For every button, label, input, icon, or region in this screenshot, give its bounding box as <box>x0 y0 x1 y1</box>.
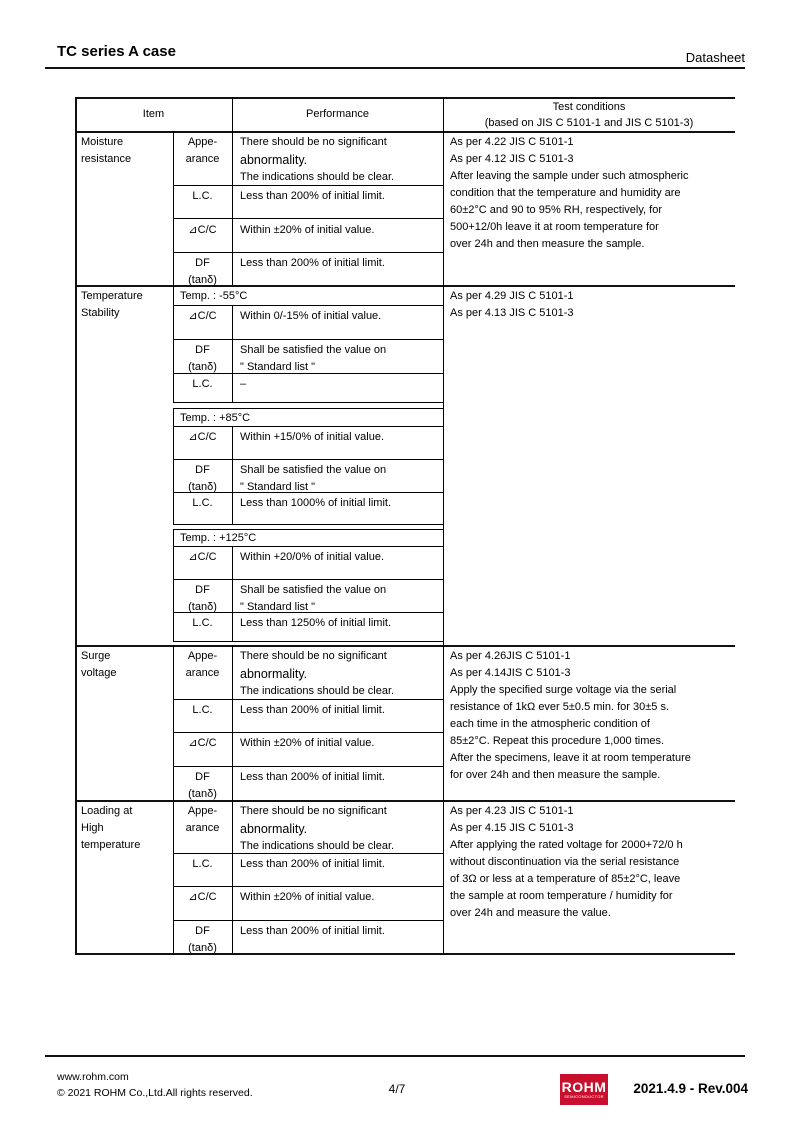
sub-item-df <box>173 769 232 803</box>
text-line: As per 4.13 JIS C 5101-3 <box>450 307 574 319</box>
text-line: for over 24h and then measure the sample. <box>450 769 661 781</box>
header-rule <box>45 67 745 69</box>
text-line: Shall be satisfied the value on <box>240 464 387 476</box>
sub-item-df <box>173 923 232 957</box>
performance-dcc: Within 0/-15% of initial value. <box>240 310 382 322</box>
performance-appearance <box>240 134 394 186</box>
temp-group-header: Temp. : +85°C <box>180 412 251 424</box>
text-line: The indications should be clear. <box>240 685 395 697</box>
text-line: Apply the specified surge voltage via the serial <box>450 684 677 696</box>
text-line: over 24h and then measure the sample. <box>450 238 645 250</box>
footer-copyright: © 2021 ROHM Co.,Ltd.All rights reserved. <box>57 1087 253 1099</box>
text-line: Loading at <box>81 805 133 817</box>
row-divider <box>173 524 443 525</box>
row-divider <box>173 641 443 642</box>
sub-item-lc: L.C. <box>192 858 213 870</box>
text-line: As per 4.12 JIS C 5101-3 <box>450 153 574 165</box>
row-divider <box>173 252 443 253</box>
temp-group-header: Temp. : -55°C <box>180 290 248 302</box>
row-divider <box>173 305 443 306</box>
sub-item-appearance <box>173 648 232 682</box>
item-surge-voltage <box>81 648 116 682</box>
row-divider <box>173 218 443 219</box>
row-divider <box>173 408 443 409</box>
sub-item-lc: L.C. <box>192 190 213 202</box>
performance-lc: Less than 1250% of initial limit. <box>240 617 392 629</box>
column-divider <box>232 426 233 524</box>
text-line: abnormality. <box>240 153 308 167</box>
sub-item-dcc: ⊿C/C <box>188 224 217 236</box>
column-header-performance: Performance <box>306 108 369 120</box>
sub-item-dcc: ⊿C/C <box>188 891 217 903</box>
column-divider <box>232 546 233 641</box>
text-line: resistance of 1kΩ ever 5±0.5 min. for 30±5 s. <box>450 701 670 713</box>
text-line: DF <box>195 584 210 596</box>
text-line: (tanδ) <box>188 601 217 613</box>
text-line: As per 4.23 JIS C 5101-1 <box>450 805 574 817</box>
text-line: without discontinuation via the serial resistance <box>450 856 680 868</box>
sub-item-df <box>173 462 232 496</box>
text-line: Stability <box>81 307 120 319</box>
sub-item-lc: L.C. <box>192 378 213 390</box>
sub-item-dcc: ⊿C/C <box>188 310 217 322</box>
text-line: 60±2°C and 90 to 95% RH, respectively, for <box>450 204 663 216</box>
rohm-logo <box>560 1074 608 1105</box>
text-line: After the specimens, leave it at room temperature <box>450 752 691 764</box>
row-divider <box>173 766 443 767</box>
column-divider <box>232 645 233 953</box>
performance-dcc: Within +15/0% of initial value. <box>240 431 384 443</box>
performance-df: Less than 200% of initial limit. <box>240 771 385 783</box>
test-conditions-moisture <box>450 134 688 253</box>
sub-item-dcc: ⊿C/C <box>188 431 217 443</box>
text-line: voltage <box>81 667 117 679</box>
sub-item-lc: L.C. <box>192 704 213 716</box>
text-line: As per 4.22 JIS C 5101-1 <box>450 136 574 148</box>
item-loading-high-temperature <box>81 803 140 854</box>
performance-dcc: Within ±20% of initial value. <box>240 737 375 749</box>
text-line: arance <box>185 153 220 165</box>
text-line: DF <box>195 925 210 937</box>
text-line: (based on JIS C 5101-1 and JIS C 5101-3) <box>484 117 694 129</box>
sub-item-df <box>173 342 232 376</box>
text-line: The indications should be clear. <box>240 171 395 183</box>
text-line: over 24h and measure the value. <box>450 907 611 919</box>
footer-website: www.rohm.com <box>57 1071 129 1083</box>
sub-item-appearance <box>173 134 232 168</box>
text-line: Test conditions <box>552 101 626 113</box>
text-line: Appe- <box>187 650 218 662</box>
performance-appearance <box>240 803 394 855</box>
doc-type-label: Datasheet <box>685 50 745 65</box>
column-header-test-conditions <box>443 99 735 131</box>
sub-item-dcc: ⊿C/C <box>188 737 217 749</box>
section-border <box>75 645 735 647</box>
text-line: DF <box>195 257 210 269</box>
page-title: TC series A case <box>57 43 176 60</box>
row-divider <box>173 579 443 580</box>
text-line: (tanδ) <box>188 481 217 493</box>
text-line: 500+12/0h leave it at room temperature for <box>450 221 659 233</box>
row-divider <box>173 402 443 403</box>
performance-df: Less than 200% of initial limit. <box>240 925 385 937</box>
performance-lc: Less than 200% of initial limit. <box>240 190 385 202</box>
text-line: (tanδ) <box>188 361 217 373</box>
text-line: arance <box>185 667 220 679</box>
performance-dcc: Within ±20% of initial value. <box>240 891 375 903</box>
performance-df <box>240 582 386 616</box>
text-line: condition that the temperature and humidity are <box>450 187 681 199</box>
text-line: Surge <box>81 650 111 662</box>
text-line: After leaving the sample under such atmospheric <box>450 170 689 182</box>
text-line: DF <box>195 344 210 356</box>
text-line: (tanδ) <box>188 274 217 286</box>
item-temperature-stability <box>81 288 143 322</box>
performance-dcc: Within +20/0% of initial value. <box>240 551 384 563</box>
text-line: Temperature <box>81 290 143 302</box>
footer-rule <box>45 1055 745 1057</box>
sub-item-appearance <box>173 803 232 837</box>
text-line: The indications should be clear. <box>240 840 395 852</box>
text-line: (tanδ) <box>188 942 217 954</box>
text-line: As per 4.14JIS C 5101-3 <box>450 667 571 679</box>
row-divider <box>173 886 443 887</box>
test-conditions-temperature <box>450 288 574 322</box>
row-divider <box>173 339 443 340</box>
text-line: There should be no significant <box>240 136 387 148</box>
test-conditions-loading <box>450 803 683 922</box>
performance-lc: – <box>240 378 247 390</box>
sub-item-dcc: ⊿C/C <box>188 551 217 563</box>
table-header-border <box>75 131 735 133</box>
text-line: Shall be satisfied the value on <box>240 344 387 356</box>
performance-lc: Less than 1000% of initial limit. <box>240 497 392 509</box>
column-header-item: Item <box>142 108 165 120</box>
text-line: High <box>81 822 104 834</box>
text-line: each time in the atmospheric condition of <box>450 718 650 730</box>
test-conditions-surge <box>450 648 691 784</box>
item-moisture-resistance <box>81 134 131 168</box>
performance-df <box>240 462 386 496</box>
row-divider <box>173 459 443 460</box>
text-line: of 3Ω or less at a temperature of 85±2°C, leave <box>450 873 681 885</box>
text-line: the sample at room temperature / humidity for <box>450 890 673 902</box>
performance-df: Less than 200% of initial limit. <box>240 257 385 269</box>
rohm-logo-text: ROHM <box>561 1078 607 1095</box>
text-line: After applying the rated voltage for 2000+72/0 h <box>450 839 683 851</box>
text-line: Shall be satisfied the value on <box>240 584 387 596</box>
column-divider <box>232 305 233 402</box>
performance-appearance <box>240 648 394 700</box>
row-divider <box>173 732 443 733</box>
column-divider <box>443 97 444 953</box>
text-line: " Standard list " <box>240 481 316 493</box>
text-line: DF <box>195 464 210 476</box>
text-line: resistance <box>81 153 132 165</box>
text-line: As per 4.26JIS C 5101-1 <box>450 650 571 662</box>
row-divider <box>173 920 443 921</box>
text-line: DF <box>195 771 210 783</box>
sub-item-lc: L.C. <box>192 497 213 509</box>
performance-df <box>240 342 386 376</box>
performance-lc: Less than 200% of initial limit. <box>240 704 385 716</box>
row-divider <box>173 426 443 427</box>
text-line: " Standard list " <box>240 601 316 613</box>
text-line: As per 4.29 JIS C 5101-1 <box>450 290 574 302</box>
text-line: Moisture <box>81 136 124 148</box>
temp-group-header: Temp. : +125°C <box>180 532 257 544</box>
page-number: 4/7 <box>388 1082 406 1096</box>
table-left-border <box>75 97 77 953</box>
sub-item-lc: L.C. <box>192 617 213 629</box>
revision-label: 2021.4.9 - Rev.004 <box>633 1081 748 1096</box>
rohm-logo-subtext: SEMICONDUCTOR <box>564 1093 604 1099</box>
text-line: As per 4.15 JIS C 5101-3 <box>450 822 574 834</box>
performance-dcc: Within ±20% of initial value. <box>240 224 375 236</box>
text-line: abnormality. <box>240 822 308 836</box>
sub-item-df <box>173 582 232 616</box>
text-line: (tanδ) <box>188 788 217 800</box>
text-line: 85±2°C. Repeat this procedure 1,000 times. <box>450 735 665 747</box>
performance-lc: Less than 200% of initial limit. <box>240 858 385 870</box>
text-line: Appe- <box>187 136 218 148</box>
text-line: There should be no significant <box>240 805 387 817</box>
text-line: There should be no significant <box>240 650 387 662</box>
sub-item-df <box>173 255 232 289</box>
text-line: " Standard list " <box>240 361 316 373</box>
text-line: temperature <box>81 839 141 851</box>
text-line: arance <box>185 822 220 834</box>
text-line: Appe- <box>187 805 218 817</box>
text-line: abnormality. <box>240 667 308 681</box>
row-divider <box>173 546 443 547</box>
